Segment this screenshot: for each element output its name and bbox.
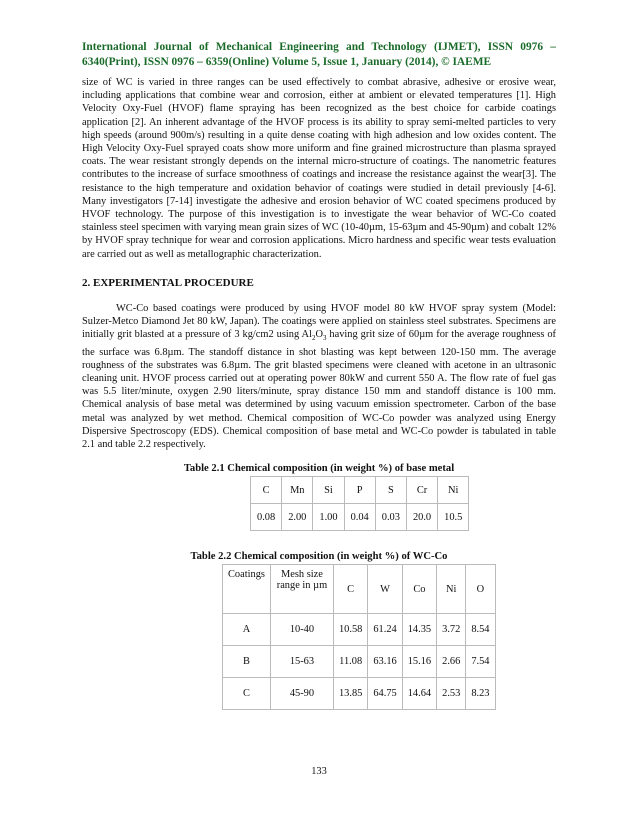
- table2-caption: Table 2.2 Chemical composition (in weight %) of WC-Co: [190, 551, 448, 563]
- table2-cell: 14.64: [402, 678, 436, 710]
- intro-paragraph: size of WC is varied in three ranges can be used effectively to combat abrasive, adhesive or erosive wear, including applications that combine wear and corrosion, either at ambient or elevated temperatures [1]. High Velocity Oxy-Fuel (HVOF) flame spraying has been recognized as the best choice for carbide coatings application [2]. An inherent advantage of the HVOF process is its ability to spray semi-melted particles to very high speeds (around 900m/s) resulting in a quite dense coating with high adhesion and low oxides content. The High Velocity Oxy-Fuel sprayed coats show more uniform and fine grained microstructure than plasma sprayed coats. The wear resistant strongly depends on the internal micro-structure of coatings. The nanometric features contributes to the increase of surface smoothness of coatings and increase the resistance against the wear[3]. The resistance to the high temperature and oxidation behavior of coatings were studied in detail previously [4-6]. Many investigators [7-14] investigate the adhesive and erosion behavior of WC coated specimens produced by HVOF technology. The purpose of this investigation is to investigate the wear behavior of WC-Co coated stainless steel specimen with varying mean grain sizes of WC (10-40µm, 15-63µm and 45-90µm) and cobalt 12% by HVOF spray technique for wear and corrosion applications. Micro hardness and specific wear tests evaluation are carried out as well as metallographic characterization.: [82, 77, 556, 260]
- page-number: 133: [311, 766, 327, 777]
- table2-cell: 14.35: [402, 614, 436, 646]
- journal-header: International Journal of Mechanical Engineering and Technology (IJMET), ISSN 0976 – 6340(Print), ISSN 0976 – 6359(Online) Volume 5, Issue 1, January (2014), © IAEME: [82, 41, 556, 68]
- table2-row: [223, 646, 496, 678]
- page-content: [82, 40, 556, 710]
- table1-value-cell: 0.03: [375, 504, 406, 531]
- table1-value-cell: 2.00: [282, 504, 313, 531]
- table2-cell: 7.54: [466, 646, 495, 678]
- section-title: 2. EXPERIMENTAL PROCEDURE: [82, 276, 254, 289]
- table2-cell: 8.54: [466, 614, 495, 646]
- table2-header-row: [223, 565, 496, 614]
- table-wc-co: [222, 564, 496, 710]
- table-base-metal: [250, 476, 469, 531]
- table2-cell: 13.85: [333, 678, 367, 710]
- procedure-text-1: WC-Co based coatings were produced by using HVOF model 80 kW HVOF spray system (Model: Sulzer-Metco Diamond Jet 80 kW, Japan). The coatings were applied on stainless steel substrates. Specimens are initially grit blasted at a pressure of 3 kg/cm2 using Al: [82, 302, 556, 341]
- table1-value-row: [251, 504, 469, 531]
- table2-header-cell: Mesh size range in µm: [270, 565, 333, 614]
- table2-header-cell: O: [466, 565, 495, 614]
- table1-header-cell: Mn: [282, 477, 313, 504]
- table2-cell: 10-40: [270, 614, 333, 646]
- table2-cell: B: [223, 646, 271, 678]
- table2-header-cell: W: [368, 565, 402, 614]
- procedure-text-2: having grit size of 60µm for the average roughness of the surface was 6.8µm. The standoff distance in shot blasting was kept between 120-150 mm. The average roughness of the substrates was 6.8µm. The grit blasted specimens were cleaned with acetone in an ultrasonic cleaning unit. HVOF process carried out at operating power 80kW and current 550 A. The flow rate of fuel gas was 5.5 liter/minute, oxygen 2.90 liters/minute, spray distance 150 mm and standoff distance is 100 mm. Chemical analysis of base metal was determined by using vacuum emission spectrometer. Carbon of the base metal was analyzed by wet method. Chemical composition of WC-Co powder was analyzed using Energy Dispersive Spectroscopy (EDS). Chemical composition of base metal and WC-Co powder is tabulated in table 2.1 and table 2.2 respectively.: [82, 329, 556, 450]
- table1-header-cell: P: [344, 477, 375, 504]
- table2-cell: 61.24: [368, 614, 402, 646]
- table1-header-cell: C: [251, 477, 282, 504]
- table2-cell: 2.53: [437, 678, 466, 710]
- procedure-text-o: O: [315, 329, 323, 341]
- table2-cell: A: [223, 614, 271, 646]
- table2-row: [223, 678, 496, 710]
- table2-header-cell: Ni: [437, 565, 466, 614]
- table2-cell: 15-63: [270, 646, 333, 678]
- subscript-3: 3: [322, 334, 327, 343]
- table2-cell: C: [223, 678, 271, 710]
- table2-cell: 10.58: [333, 614, 367, 646]
- table1-value-cell: 10.5: [438, 504, 469, 531]
- table1-header-row: [251, 477, 469, 504]
- table1-header-cell: S: [375, 477, 406, 504]
- table2-cell: 45-90: [270, 678, 333, 710]
- procedure-paragraph: [82, 302, 556, 451]
- subscript-2: 2: [311, 334, 316, 343]
- table2-cell: 64.75: [368, 678, 402, 710]
- table2-header-cell: Coatings: [223, 565, 271, 614]
- table1-header-cell: Ni: [438, 477, 469, 504]
- table1-value-cell: 0.08: [251, 504, 282, 531]
- table2-cell: 63.16: [368, 646, 402, 678]
- table1-header-cell: Si: [313, 477, 344, 504]
- table2-row: [223, 614, 496, 646]
- table2-cell: 11.08: [333, 646, 367, 678]
- table1-caption: Table 2.1 Chemical composition (in weight %) of base metal: [183, 463, 455, 475]
- table2-header-cell: C: [333, 565, 367, 614]
- table1-value-cell: 0.04: [344, 504, 375, 531]
- table2-cell: 15.16: [402, 646, 436, 678]
- table2-cell: 2.66: [437, 646, 466, 678]
- table1-header-cell: Cr: [406, 477, 437, 504]
- table1-value-cell: 1.00: [313, 504, 344, 531]
- table2-header-cell: Co: [402, 565, 436, 614]
- table2-cell: 3.72: [437, 614, 466, 646]
- table2-cell: 8.23: [466, 678, 495, 710]
- table1-value-cell: 20.0: [406, 504, 437, 531]
